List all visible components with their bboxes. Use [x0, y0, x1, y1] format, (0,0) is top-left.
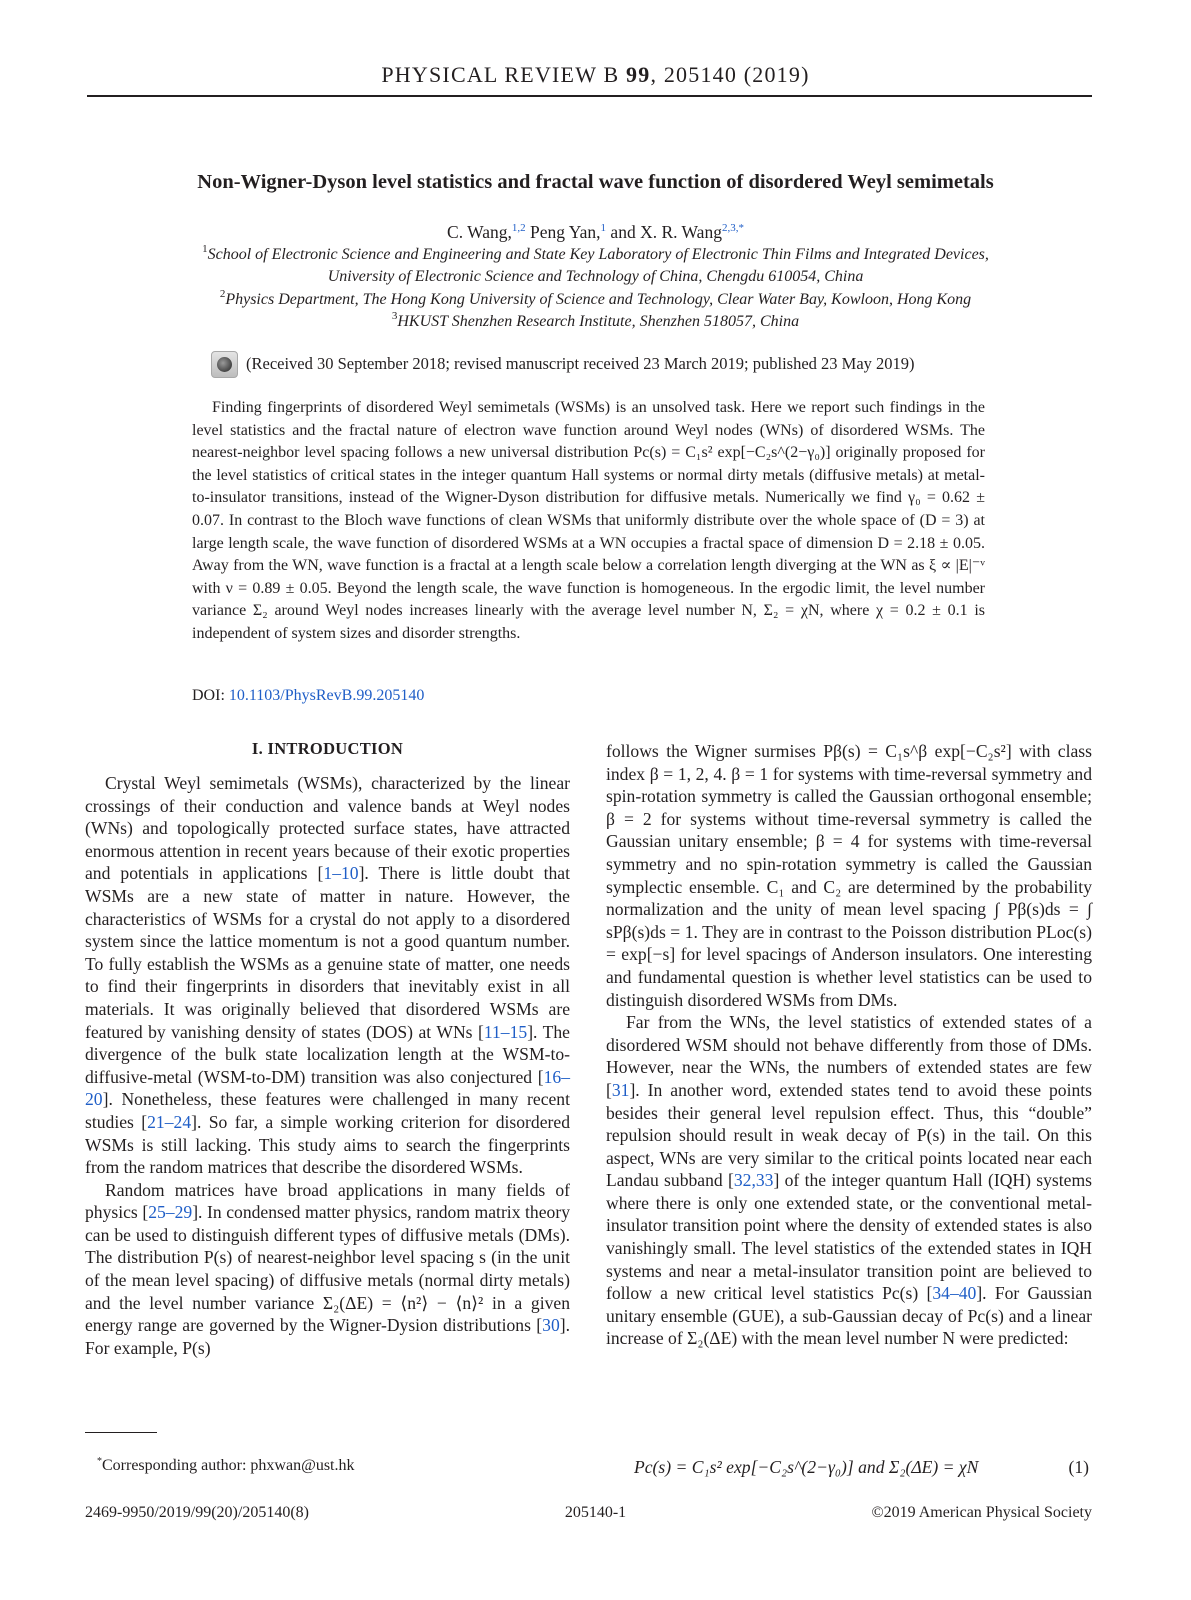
received-dates: (Received 30 September 2018; revised manuscript received 23 March 2019; published 23 May 2019) — [246, 354, 915, 373]
author-name: Peng Yan, — [525, 222, 601, 242]
abstract: Finding fingerprints of disordered Weyl semimetals (WSMs) is an unsolved task. Here we report such findings in the level statistics and the fractal nature of electron wave function around Weyl nodes (WNs) of disordered WSMs. The nearest-neighbor level spacing follows a new universal distribution Pc(s) = C₁s² exp[−C₂s^(2−γ₀)] originally proposed for the level statistics of critical states in the integer quantum Hall systems or normal dirty metals (diffusive metals) at metal-to-insulator transitions, instead of the Wigner-Dyson distribution for diffusive metals. Numerically we find γ₀ = 0.62 ± 0.07. In contrast to the Bloch wave functions of clean WSMs that uniformly distribute over the whole space of (D = 3) at large length scale, the wave function of disordered WSMs at a WN occupies a fractal space of dimension D = 2.18 ± 0.05. Away from the WN, wave function is a fractal at a length scale below a correlation length diverging at the WN as ξ ∝ |E|⁻ᵛ with ν = 0.89 ± 0.05. Beyond the length scale, the wave function is homogeneous. In the ergodic limit, the level number variance Σ₂ around Weyl nodes increases linearly with the average level number N, Σ₂ = χN, where χ = 0.2 ± 0.1 is independent of system sizes and disorder strengths. — [192, 399, 985, 642]
footnote — [97, 1457, 354, 1475]
citation-link[interactable]: 31 — [611, 1079, 630, 1100]
citation-link[interactable]: 11–15 — [483, 1021, 528, 1042]
equation-number: (1) — [1068, 1457, 1089, 1477]
paragraph-text: ]. So far, a simple working criterion for disordered WSMs is still lacking. This study aims to search the fingerprints from the random matrices that describe the disordered WSMs. — [85, 1111, 570, 1178]
paragraph-text: ] of the integer quantum Hall (IQH) systems where there is only one extended state, or the conventional metal-insulator transition point where the density of extended states is also vanishingly small. The level statistics of the extended states in IQH systems and near a metal-insulator transition point are believed to follow a new critical level statistics Pc(s) [ — [606, 1170, 1092, 1304]
paragraph-text: ]. The divergence of the bulk state localization length at the WSM-to-diffusive-metal (WSM-to-DM) transition was also conjectured [ — [85, 1021, 570, 1087]
page-number: 205140-1 — [564, 1504, 627, 1521]
paragraph — [606, 1011, 1092, 1350]
doi-line — [192, 687, 424, 705]
crossmark-icon[interactable] — [211, 351, 238, 378]
affiliation: $^3$HKUST Shenzhen Research Institute, Shenzhen 518057, China — [391, 310, 800, 330]
footer-issn: 2469-9950/2019/99(20)/205140(8) — [85, 1504, 309, 1521]
affiliation-ref[interactable]: 2,3,* — [721, 222, 744, 234]
paragraph-text: follows the Wigner surmises Pβ(s) = C₁s^β exp[−C₂s²] with class index β = 1, 2, 4. β = 1 for systems with time-reversal symmetry and spin-rotation symmetry is called the Gaussian orthogonal ensemble; β = 2 for systems without time-reversal symmetry is called the Gaussian unitary ensemble; β = 4 for systems with time-reversal symmetry and no spin-rotation symmetry is called the Gaussian symplectic ensemble. C₁ and C₂ are determined by the probability normalization and the unity of mean level spacing ∫ Pβ(s)ds = ∫ sPβ(s)ds = 1. They are in contrast to the Poisson distribution PLoc(s) = exp[−s] for level spacings of Anderson insulators. One interesting and fundamental question is whether level statistics can be used to distinguish disordered WSMs from DMs. — [606, 741, 1092, 1010]
journal-volume: 99 — [626, 62, 651, 87]
paragraph-text: ]. There is little doubt that WSMs are a new state of matter in nature. However, the characteristics of WSMs for a crystal do not apply to a disordered system since the lattice momentum is not a good quantum number. To fully establish the WSMs as a genuine state of matter, one needs to find their fingerprints in disorders that inevitably exist in all materials. It was originally believed that disordered WSMs are featured by vanishing density of states (DOS) at WNs [ — [85, 863, 570, 1042]
affiliation-ref[interactable]: 1,2 — [511, 222, 526, 234]
paragraph-text: Far from the WNs, the level statistics of extended states of a disordered WSM should not behave differently from those of DMs. However, near the WNs, the numbers of extended states are few [ — [606, 1012, 1092, 1100]
footnote-rule — [85, 1432, 157, 1433]
paragraph — [606, 740, 1092, 1011]
equation-body: Pc(s) = C₁s² exp[−C₂s^(2−γ₀)] and Σ₂(ΔE) = χN — [634, 1457, 979, 1477]
author-name: C. Wang, — [447, 222, 512, 242]
paragraph — [85, 1179, 570, 1360]
paragraph-text: ]. In condensed matter physics, random matrix theory can be used to distinguish different types of diffusive metals (DMs). The distribution P(s) of nearest-neighbor level spacing s (in the unit of the mean level spacing) of diffusive metals (normal dirty metals) and the level number variance Σ₂(ΔE) = ⟨n²⟩ − ⟨n⟩² in a given energy range are governed by the Wigner-Dysion distributions [ — [85, 1202, 570, 1336]
affiliation: $^2$Physics Department, The Hong Kong University of Science and Technology, Clear Water Bay, Kowloon, Hong Kong — [219, 288, 972, 308]
citation-link[interactable]: 30 — [542, 1315, 560, 1336]
right-column — [606, 740, 1092, 1350]
author-name: and X. R. Wang — [606, 222, 722, 242]
journal-name: PHYSICAL REVIEW B — [381, 62, 627, 87]
affiliation-ref[interactable]: 1 — [600, 222, 607, 234]
paragraph-text: ]. For example, P(s) — [85, 1315, 570, 1358]
citation-link[interactable]: 25–29 — [148, 1202, 193, 1223]
paragraph-text: ]. In another word, extended states tend to avoid these points besides their general level repulsion effect. Thus, this “double” repulsion should result in weak decay of P(s) in the tail. On this aspect, WNs are very similar to the critical points located near each Landau subband [ — [606, 1079, 1092, 1191]
doi-link[interactable]: 10.1103/PhysRevB.99.205140 — [228, 687, 425, 704]
citation-link[interactable]: 1–10 — [323, 863, 359, 884]
paragraph-text: ]. For Gaussian unitary ensemble (GUE), a sub-Gaussian decay of Pc(s) and a linear increase of Σ₂(ΔE) with the mean level number N were predicted: — [606, 1283, 1092, 1349]
paragraph — [85, 772, 570, 1179]
copyright: ©2019 American Physical Society — [871, 1504, 1092, 1521]
paragraph-text: Crystal Weyl semimetals (WSMs), characterized by the linear crossings of their conduction and valence bands at Weyl nodes (WNs) and topologically protected surface states, have attracted enormous attention in recent years because of their exotic properties and potentials in applications [ — [85, 773, 570, 884]
paper-title: Non-Wigner-Dyson level statistics and fractal wave function of disordered Weyl semimetals — [197, 171, 994, 193]
section-heading: I. INTRODUCTION — [251, 739, 404, 758]
footnote-text: Corresponding author: phxwan@ust.hk — [102, 1457, 355, 1474]
paragraph-text: ]. Nonetheless, these features were challenged in many recent studies [ — [85, 1089, 570, 1132]
citation-link[interactable]: 32,33 — [733, 1170, 774, 1191]
affiliation: $^1$School of Electronic Science and Engineering and State Key Laboratory of Electronic Thin Films and Integrated Devices, — [202, 243, 989, 263]
affiliation: University of Electronic Science and Technology of China, Chengdu 610054, China — [327, 268, 864, 285]
paragraph-text: Random matrices have broad applications in many fields of physics [ — [85, 1179, 570, 1223]
header-rule — [87, 95, 1092, 97]
footnote-mark: * — [97, 1456, 102, 1467]
citation-link[interactable]: 34–40 — [932, 1283, 977, 1304]
citation-link[interactable]: 21–24 — [147, 1111, 192, 1132]
author-list — [0, 222, 1191, 243]
article-number: , 205140 (2019) — [650, 62, 810, 87]
citation-link[interactable]: 16–20 — [85, 1066, 570, 1110]
doi-label: DOI: — [192, 687, 229, 704]
journal-header — [0, 62, 1191, 88]
left-column — [85, 772, 570, 1359]
